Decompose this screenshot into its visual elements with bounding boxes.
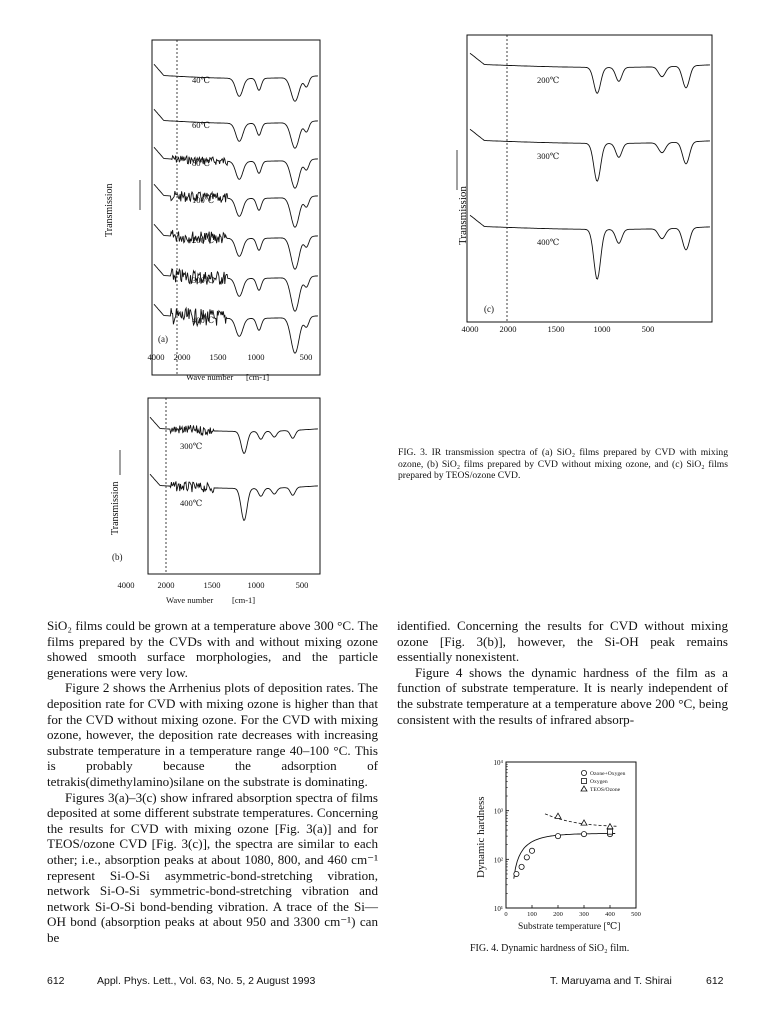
x-tick-labels [462, 324, 655, 334]
legend-label-ozone-oxygen: Ozone+Oxygen [590, 771, 626, 777]
trace-label: 400℃ [192, 315, 215, 325]
legend-marker-square [582, 779, 587, 784]
x-axis-unit: [cm-1] [232, 595, 256, 605]
paragraph: identified. Concerning the results for CVD without mixing ozone [Fig. 3(b)], however, the Si-OH peak remains essentially nonexistent. [397, 618, 728, 665]
trace-label: 300℃ [537, 151, 560, 161]
y-axis-label: Transmission [104, 183, 115, 237]
x-tick-label: 500 [631, 911, 641, 918]
trace-label: 80℃ [192, 158, 211, 168]
panel-label: (a) [158, 334, 168, 344]
plot-frame [148, 398, 320, 574]
x-axis-label: Wave number [186, 372, 234, 382]
x-tick-label: 400 [605, 911, 615, 918]
spectra-traces [150, 417, 318, 520]
trace-label: 60℃ [192, 120, 211, 130]
data-point-ozone-oxygen [529, 848, 534, 853]
spectrum-trace [154, 184, 318, 227]
figure-3c-svg [440, 30, 720, 350]
spectrum-trace [154, 264, 318, 311]
plot-frame [506, 762, 636, 908]
legend-label-teos-ozone: TEOS/Ozone [590, 787, 621, 793]
panel-label: (c) [484, 304, 494, 314]
data-point-ozone-oxygen [519, 864, 524, 869]
paragraph: Figure 2 shows the Arrhenius plots of deposition rates. The deposition rate for CVD with mixing ozone is higher than that for the CVD without mixing ozone. For the CVD with mixing ozone, however, the deposition rate decreases with increasing substrate temperature in a temperature range 40–100 °C. This is probably because the adsorption of tetrakis(dimethylamino)silane on the substrate is dominating. [47, 680, 378, 789]
data-point-teos-ozone [555, 813, 561, 818]
x-tick-label: 500 [299, 352, 313, 362]
paragraph: Figure 4 shows the dynamic hardness of the film as a function of substrate temperature. It is nearly independent of the substrate temperature at a temperature above 200 °C, being consistent with the results of infrared absorp- [397, 664, 728, 727]
trace-label: 200℃ [537, 75, 560, 85]
x-tick-label: 100 [527, 911, 537, 918]
x-axis-unit: [cm-1] [246, 372, 270, 382]
figure-3-caption: FIG. 3. IR transmission spectra of (a) SiO₂ films prepared by CVD with mixing ozone, (b) SiO₂ films prepared by CVD without mixing ozone, and (c) SiO₂ films prepared by TEOS/ozone CVD. [398, 447, 728, 481]
trace-label: 40℃ [192, 75, 211, 85]
x-tick-label: 2000 [499, 324, 517, 334]
spectrum-trace [154, 64, 318, 101]
paragraph: Figures 3(a)–3(c) show infrared absorption spectra of films deposited at some different substrate temperatures. Concerning the results for CVD with mixing ozone [Fig. 3(a)] and for TEOS/ozone CVD [Fig. 3(c)], the spectra are similar to each other; i.e., absorption peaks at about 1080, 800, and 460 cm⁻¹ represent Si-O-Si asymmetric-bond-stretching vibration, network Si-O-Si symmetric-bond-stretching vibration and network Si-O-Si bond-bending vibration. A trace of the Si—OH bond (absorption peaks at about 950 and 3300 cm⁻¹) can be [47, 789, 378, 945]
y-tick-label: 10³ [493, 807, 503, 816]
footer-journal: Appl. Phys. Lett., Vol. 63, No. 5, 2 August 1993 [97, 975, 316, 987]
x-tick-label: 500 [641, 324, 655, 334]
trace-label: 100℃ [192, 195, 215, 205]
y-axis-label: Transmission [457, 186, 469, 245]
x-tick-labels [148, 352, 313, 362]
data-point-ozone-oxygen [581, 831, 586, 836]
legend-label-oxygen: Oxygen [590, 779, 608, 785]
y-axis-label: Transmission [110, 481, 121, 535]
panel-label: (b) [112, 552, 123, 562]
figure-3b-svg [100, 390, 340, 615]
x-tick-label: 300 [579, 911, 589, 918]
paragraph: SiO₂ films could be grown at a temperature above 300 °C. The films prepared by the CVDs with and without mixing ozone showed smooth surface morphologies, and the particle generations were very low. [47, 618, 378, 680]
left-column-text [47, 618, 378, 945]
trace-label: 200℃ [192, 235, 215, 245]
data-point-ozone-oxygen [524, 855, 529, 860]
data-point-teos-ozone [581, 820, 587, 825]
x-tick-label: 1000 [247, 352, 265, 362]
x-tick-label: 4000 [117, 580, 135, 590]
figure-3a [100, 30, 330, 390]
figure-4-svg [466, 756, 666, 936]
trace-label: 300℃ [180, 441, 203, 451]
x-tick-labels [118, 580, 309, 590]
x-tick-label: 1500 [203, 580, 221, 590]
x-tick-label: 0 [504, 911, 508, 918]
figure-3b [100, 390, 340, 615]
spectrum-trace [154, 304, 318, 353]
x-tick-label: 1500 [209, 352, 227, 362]
spectra-traces [470, 53, 710, 279]
x-tick-label: 4000 [461, 324, 479, 334]
spectrum-trace [154, 224, 318, 269]
spectrum-trace [154, 109, 318, 148]
spectrum-trace [470, 53, 710, 93]
spectrum-trace [150, 474, 318, 520]
legend [581, 770, 626, 793]
x-tick-label: 500 [295, 580, 309, 590]
x-axis-label: Substrate temperature [℃] [518, 922, 621, 932]
y-tick-label: 10¹ [493, 905, 503, 913]
data-point-teos-ozone [607, 824, 613, 829]
legend-marker-circle [581, 770, 586, 775]
legend-marker-triangle [581, 786, 587, 791]
x-tick-label: 1000 [593, 324, 611, 334]
chart-marks [494, 759, 641, 918]
figure-3c [440, 30, 720, 350]
data-point-ozone-oxygen [555, 834, 560, 839]
figure-4 [466, 756, 666, 936]
spectrum-trace [150, 417, 318, 453]
data-point-ozone-oxygen [514, 871, 519, 876]
spectrum-trace [470, 215, 710, 279]
figure-4-caption: FIG. 4. Dynamic hardness of SiO₂ film. [470, 943, 630, 954]
y-axis-label: Dynamic hardness [475, 796, 487, 878]
x-axis-label: Wave number [166, 595, 214, 605]
x-tick-label: 2000 [157, 580, 175, 590]
spectrum-trace [154, 147, 318, 188]
x-tick-label: 1000 [247, 580, 265, 590]
spectrum-trace [470, 129, 710, 181]
x-tick-label: 2000 [173, 352, 191, 362]
plot-frame [467, 35, 712, 322]
x-tick-label: 1500 [547, 324, 565, 334]
figure-3a-svg [100, 30, 330, 390]
trace-label: 400℃ [537, 237, 560, 247]
x-tick-label: 4000 [147, 352, 165, 362]
footer-page-number-right: 612 [706, 975, 724, 987]
y-tick-label: 10² [493, 856, 503, 865]
y-tick-label: 10⁴ [493, 759, 503, 767]
x-tick-label: 200 [553, 911, 563, 918]
trace-label: 400℃ [180, 498, 203, 508]
data-point-oxygen [608, 829, 613, 834]
spectra-traces [154, 64, 318, 353]
footer-authors: T. Maruyama and T. Shirai [550, 975, 672, 987]
trace-label: 300℃ [192, 275, 215, 285]
right-column-text [397, 618, 728, 727]
footer-page-number-left: 612 [47, 975, 65, 987]
